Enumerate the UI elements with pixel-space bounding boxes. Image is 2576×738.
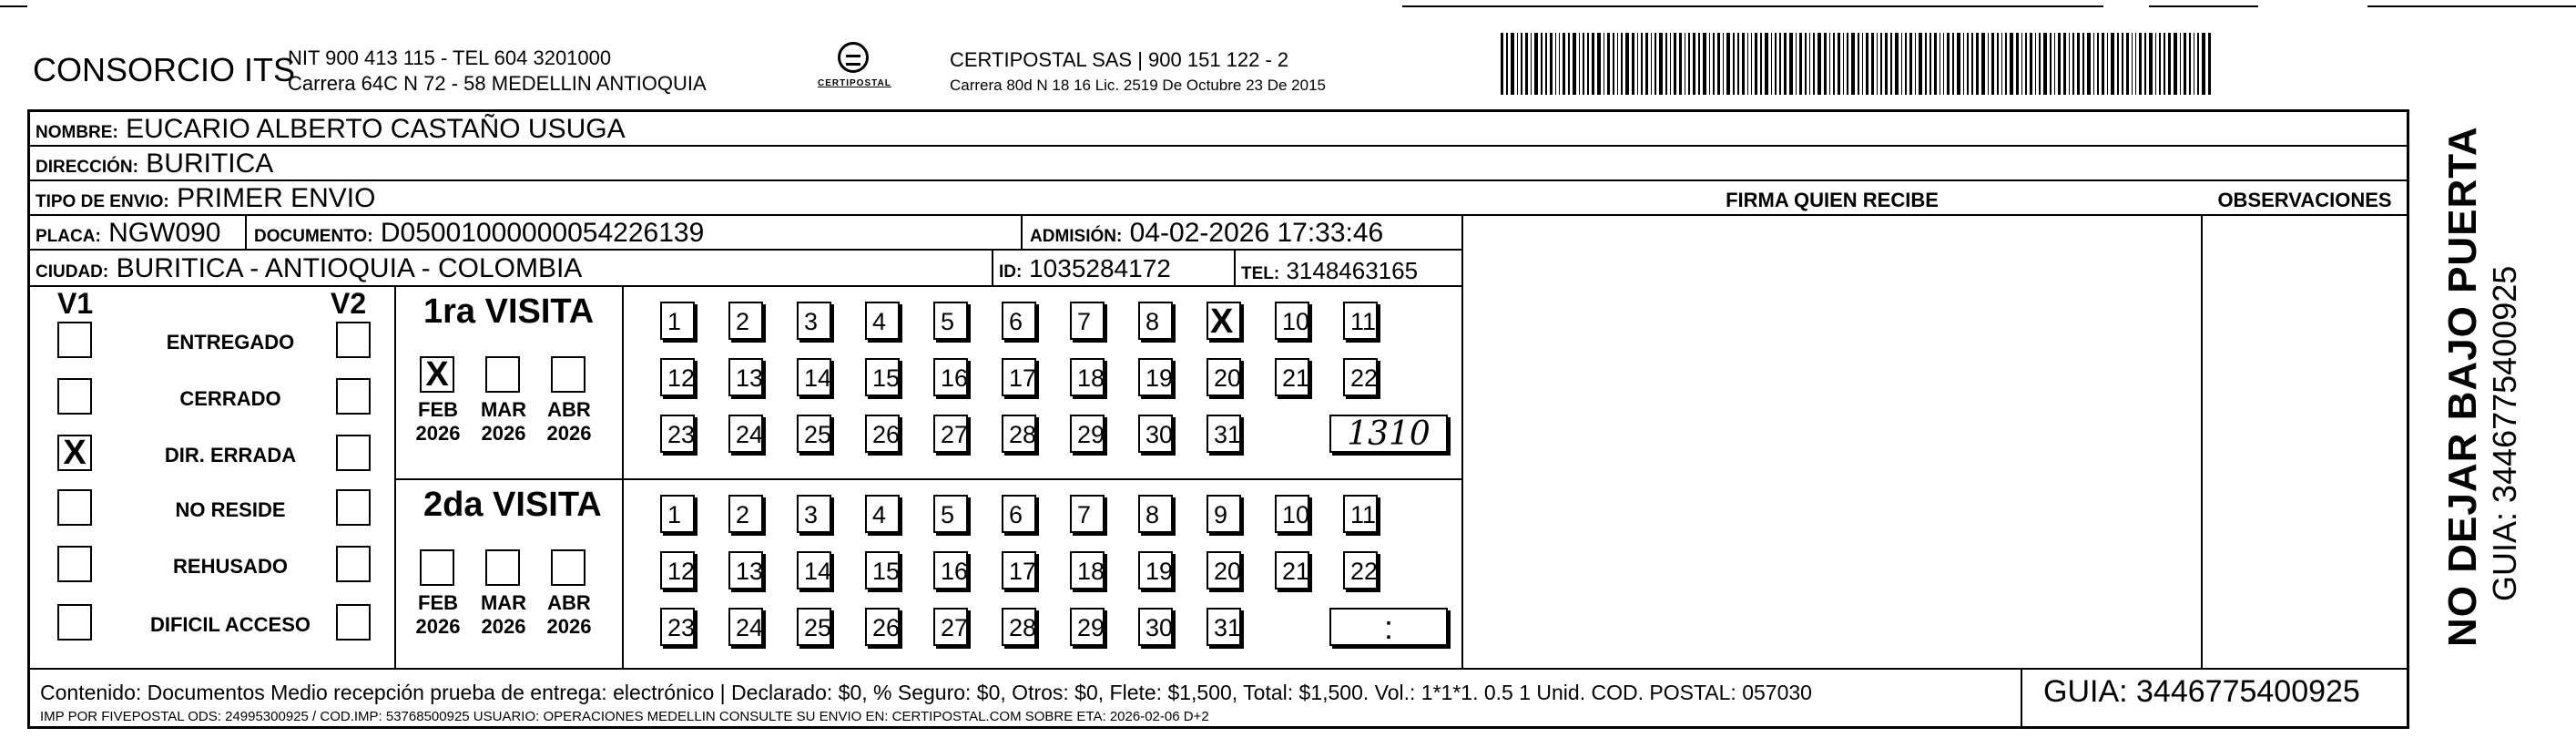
- admision-value: 04-02-2026 17:33:46: [1129, 218, 1384, 248]
- day-box[interactable]: 31: [1207, 415, 1241, 453]
- barcode-bar: [2039, 33, 2041, 95]
- barcode-bar: [1617, 33, 1618, 95]
- barcode-bar: [1698, 33, 1700, 95]
- barcode-bar: [2149, 33, 2153, 95]
- v1-heading: V1: [57, 287, 94, 320]
- status-v2-checkbox[interactable]: [336, 489, 371, 526]
- day-box[interactable]: 14: [797, 551, 831, 589]
- barcode-bar: [1851, 33, 1855, 95]
- barcode-bar: [1981, 33, 1985, 95]
- day-box[interactable]: 5: [933, 302, 968, 340]
- logo-icon: [838, 42, 869, 73]
- day-box[interactable]: 30: [1138, 608, 1173, 646]
- day-box[interactable]: 10: [1275, 302, 1309, 340]
- top-rule: [1402, 5, 2103, 7]
- admision-field: [1030, 220, 1383, 251]
- barcode-bar: [1880, 33, 1882, 95]
- barcode-bar: [1775, 33, 1777, 95]
- barcode-bar: [2139, 33, 2142, 95]
- day-box[interactable]: 9: [1207, 495, 1241, 533]
- id-label: ID:: [999, 262, 1023, 282]
- barcode-bar: [1693, 33, 1695, 95]
- day-box[interactable]: 20: [1207, 551, 1241, 589]
- barcode-bar: [1733, 33, 1735, 95]
- admision-label: ADMISIÓN:: [1030, 227, 1123, 246]
- day-box[interactable]: 30: [1138, 415, 1173, 453]
- barcode-bar: [1760, 33, 1762, 95]
- status-v2-checkbox[interactable]: [336, 546, 371, 582]
- barcode-bar: [1632, 33, 1634, 95]
- barcode-bar: [1877, 33, 1878, 95]
- barcode-bar: [1858, 33, 1859, 95]
- placa-label: PLACA:: [36, 227, 101, 246]
- barcode-bar: [1895, 33, 1899, 95]
- barcode-bar: [2174, 33, 2177, 95]
- barcode-bar: [2164, 33, 2165, 95]
- barcode-bar: [1971, 33, 1973, 95]
- day-box[interactable]: 26: [865, 608, 900, 646]
- barcode-bar: [2030, 33, 2032, 95]
- no-dejar-notice: NO DEJAR BAJO PUERTA: [2440, 126, 2485, 647]
- barcode-bar: [1655, 33, 1656, 95]
- barcode-bar: [2102, 33, 2104, 95]
- barcode-bar: [1717, 33, 1720, 95]
- barcode-bar: [1737, 33, 1739, 95]
- barcode-bar: [1641, 33, 1643, 95]
- barcode-bar: [1952, 33, 1954, 95]
- barcode-bar: [2050, 33, 2052, 95]
- barcode-bar: [2063, 33, 2066, 95]
- barcode-bar: [2197, 33, 2199, 95]
- barcode-bar: [1583, 33, 1584, 95]
- v2-heading: V2: [331, 287, 367, 320]
- barcode-bar: [1525, 33, 1528, 95]
- barcode-bar: [1559, 33, 1560, 95]
- barcode-bar: [2117, 33, 2119, 95]
- barcode-bar: [1813, 33, 1815, 95]
- barcode-bar: [1929, 33, 1931, 95]
- firma-heading: FIRMA QUIEN RECIBE: [1726, 189, 1939, 211]
- ciudad-field: [36, 255, 582, 286]
- barcode-bar: [2180, 33, 2181, 95]
- time-box[interactable]: :: [1329, 608, 1448, 646]
- day-box[interactable]: 5: [933, 495, 968, 533]
- status-v2-checkbox[interactable]: [336, 322, 371, 358]
- barcode-bar: [1847, 33, 1848, 95]
- status-label: CERRADO: [179, 387, 281, 410]
- barcode-bar: [1645, 33, 1648, 95]
- barcode-bar: [1511, 33, 1514, 95]
- barcode-bar: [1943, 33, 1944, 95]
- day-box[interactable]: 1: [660, 495, 695, 533]
- barcode-bar: [1789, 33, 1793, 95]
- day-box[interactable]: 14: [797, 358, 831, 396]
- day-box[interactable]: 23: [660, 608, 695, 646]
- barcode-bar: [1665, 33, 1667, 95]
- day-box[interactable]: 22: [1343, 551, 1378, 589]
- direccion-row: [36, 150, 273, 181]
- barcode-bar: [1597, 33, 1601, 95]
- status-v1-checkbox[interactable]: [57, 546, 92, 582]
- barcode-bar: [2035, 33, 2036, 95]
- day-box[interactable]: 19: [1138, 358, 1173, 396]
- day-box[interactable]: 3: [797, 302, 831, 340]
- id-value: 1035284172: [1029, 254, 1171, 282]
- tipo-value: PRIMER ENVIO: [177, 183, 376, 213]
- barcode-bar: [2097, 33, 2099, 95]
- logo-text: CERTIPOSTAL: [818, 78, 891, 88]
- barcode-bar: [1909, 33, 1912, 95]
- day-box[interactable]: 15: [865, 358, 900, 396]
- day-box[interactable]: 25: [797, 415, 831, 453]
- certipostal-logo: [818, 42, 891, 104]
- month-year: 2026: [481, 615, 526, 638]
- documento-label: DOCUMENTO:: [254, 227, 373, 246]
- barcode-bar: [1771, 33, 1772, 95]
- day-box[interactable]: 24: [728, 608, 763, 646]
- barcode-bar: [1905, 33, 1907, 95]
- barcode-bar: [2132, 33, 2133, 95]
- day-box[interactable]: X: [1207, 302, 1241, 340]
- month-year: 2026: [546, 422, 592, 445]
- barcode-bar: [2021, 33, 2022, 95]
- barcode-bar: [1726, 33, 1730, 95]
- nombre-value: EUCARIO ALBERTO CASTAÑO USUGA: [126, 114, 626, 144]
- month-name: ABR: [547, 591, 591, 614]
- day-box[interactable]: 7: [1070, 495, 1105, 533]
- barcode-bar: [1709, 33, 1710, 95]
- guia-number: GUIA: 3446775400925: [2043, 674, 2360, 709]
- documento-field: [254, 220, 704, 251]
- barcode-bar: [1550, 33, 1553, 95]
- month-name: FEB: [418, 398, 458, 421]
- barcode-bar: [2111, 33, 2114, 95]
- barcode-bar: [1988, 33, 1989, 95]
- barcode-bar: [2069, 33, 2070, 95]
- day-box[interactable]: 10: [1275, 495, 1309, 533]
- delivery-form: [27, 109, 2409, 729]
- day-box[interactable]: 19: [1138, 551, 1173, 589]
- top-rule: [2367, 5, 2576, 7]
- barcode-bar: [2155, 33, 2156, 95]
- barcode-bar: [1997, 33, 1999, 95]
- barcode-bar: [2005, 33, 2007, 95]
- documento-value: D05001000000054226139: [380, 218, 705, 248]
- barcode-bar: [2010, 33, 2013, 95]
- contenido-line: Contenido: Documentos Medio recepción prueba de entrega: electrónico | Declarado: $0, % Seguro: $0, Otros: $0, Flete: $1,500, Total: $1,500. Vol.: 1*1*1. 0.5 1 Unid. COD. POSTAL: 057030: [40, 681, 1812, 704]
- day-box[interactable]: 7: [1070, 302, 1105, 340]
- barcode-bar: [2135, 33, 2136, 95]
- side-notice: [2413, 109, 2576, 738]
- barcode: [1501, 33, 2220, 95]
- month-year: 2026: [481, 422, 526, 445]
- month-checkbox[interactable]: [485, 356, 520, 393]
- barcode-bar: [1613, 33, 1614, 95]
- barcode-bar: [1747, 33, 1748, 95]
- barcode-bar: [1829, 33, 1830, 95]
- nit-line: NIT 900 413 115 - TEL 604 3201000: [288, 46, 612, 69]
- barcode-bar: [1901, 33, 1902, 95]
- day-box[interactable]: 22: [1343, 358, 1378, 396]
- barcode-bar: [1545, 33, 1547, 95]
- barcode-bar: [2107, 33, 2108, 95]
- visit-title: 2da VISITA: [423, 486, 602, 524]
- barcode-bar: [1541, 33, 1543, 95]
- barcode-bar: [2126, 33, 2129, 95]
- status-label: NO RESIDE: [175, 498, 286, 521]
- barcode-bar: [1809, 33, 1810, 95]
- month-name: MAR: [480, 591, 527, 614]
- barcode-bar: [1568, 33, 1570, 95]
- barcode-bar: [1779, 33, 1781, 95]
- status-label: REHUSADO: [173, 555, 288, 578]
- day-box[interactable]: 16: [933, 551, 968, 589]
- day-box[interactable]: 8: [1138, 302, 1173, 340]
- status-v1-checkbox[interactable]: [57, 489, 92, 526]
- barcode-bar: [1925, 33, 1927, 95]
- certipostal-line1: CERTIPOSTAL SAS | 900 151 122 - 2: [950, 48, 1289, 71]
- nombre-label: NOMBRE:: [36, 123, 118, 142]
- barcode-bar: [1621, 33, 1623, 95]
- company-name: CONSORCIO ITS: [33, 51, 296, 88]
- day-box[interactable]: 20: [1207, 358, 1241, 396]
- day-box[interactable]: 17: [1002, 551, 1036, 589]
- barcode-bar: [1765, 33, 1768, 95]
- day-box[interactable]: 11: [1343, 495, 1378, 533]
- day-box[interactable]: 27: [933, 415, 968, 453]
- day-box[interactable]: 18: [1070, 358, 1105, 396]
- barcode-bar: [1573, 33, 1576, 95]
- barcode-bar: [1506, 33, 1508, 95]
- barcode-bar: [1871, 33, 1874, 95]
- placa-field: [36, 220, 221, 251]
- day-box[interactable]: 27: [933, 608, 968, 646]
- tipo-row: [36, 185, 375, 216]
- day-box[interactable]: 17: [1002, 358, 1036, 396]
- barcode-bar: [2016, 33, 2019, 95]
- barcode-bar: [2025, 33, 2027, 95]
- barcode-bar: [1919, 33, 1922, 95]
- status-v2-checkbox[interactable]: [336, 378, 371, 415]
- tipo-label: TIPO DE ENVIO:: [36, 192, 169, 211]
- barcode-bar: [1587, 33, 1589, 95]
- direccion-value: BURITICA: [146, 149, 274, 179]
- status-v1-checkbox[interactable]: [57, 604, 92, 641]
- top-rule: [0, 5, 27, 7]
- day-box[interactable]: 3: [797, 495, 831, 533]
- barcode-bar: [2168, 33, 2171, 95]
- barcode-bar: [2001, 33, 2002, 95]
- barcode-bar: [2122, 33, 2123, 95]
- barcode-bar: [2208, 33, 2211, 95]
- barcode-bar: [1890, 33, 1892, 95]
- day-box[interactable]: 13: [728, 551, 763, 589]
- day-box[interactable]: 18: [1070, 551, 1105, 589]
- barcode-bar: [2087, 33, 2091, 95]
- day-box[interactable]: 29: [1070, 608, 1105, 646]
- month-name: MAR: [480, 398, 527, 421]
- day-box[interactable]: 2: [728, 302, 763, 340]
- month-checkbox[interactable]: [420, 549, 454, 586]
- barcode-bar: [1885, 33, 1888, 95]
- barcode-bar: [2093, 33, 2094, 95]
- barcode-bar: [1674, 33, 1676, 95]
- day-box[interactable]: 12: [660, 551, 695, 589]
- barcode-bar: [1501, 33, 1503, 95]
- tel-value: 3148463165: [1286, 257, 1419, 284]
- barcode-bar: [1723, 33, 1724, 95]
- day-box[interactable]: 28: [1002, 608, 1036, 646]
- observaciones-heading: OBSERVACIONES: [2217, 189, 2392, 211]
- barcode-bar: [1563, 33, 1565, 95]
- day-box[interactable]: 2: [728, 495, 763, 533]
- status-label: DIFICIL ACCESO: [149, 613, 311, 636]
- certipostal-line2: Carrera 80d N 18 16 Lic. 2519 De Octubre 23 De 2015: [950, 77, 1326, 94]
- barcode-bar: [1833, 33, 1835, 95]
- barcode-bar: [1976, 33, 1979, 95]
- status-v1-checkbox[interactable]: X: [57, 435, 92, 471]
- day-box[interactable]: 21: [1275, 551, 1309, 589]
- day-box[interactable]: 13: [728, 358, 763, 396]
- day-box[interactable]: 8: [1138, 495, 1173, 533]
- day-box[interactable]: 6: [1002, 302, 1036, 340]
- day-box[interactable]: 31: [1207, 608, 1241, 646]
- barcode-bar: [1934, 33, 1937, 95]
- barcode-bar: [1991, 33, 1994, 95]
- barcode-bar: [2159, 33, 2161, 95]
- month-year: 2026: [415, 422, 461, 445]
- day-box[interactable]: 12: [660, 358, 695, 396]
- day-box[interactable]: 24: [728, 415, 763, 453]
- barcode-bar: [1796, 33, 1797, 95]
- status-label: ENTREGADO: [166, 331, 295, 354]
- day-box[interactable]: 28: [1002, 415, 1036, 453]
- status-v2-checkbox[interactable]: [336, 435, 371, 471]
- ciudad-value: BURITICA - ANTIOQUIA - COLOMBIA: [116, 253, 583, 283]
- barcode-bar: [1625, 33, 1629, 95]
- barcode-bar: [2077, 33, 2080, 95]
- barcode-bar: [1679, 33, 1682, 95]
- month-checkbox[interactable]: [485, 549, 520, 586]
- day-box[interactable]: 23: [660, 415, 695, 453]
- day-box[interactable]: 4: [865, 495, 900, 533]
- day-box[interactable]: 29: [1070, 415, 1105, 453]
- month-name: FEB: [418, 591, 458, 614]
- day-box[interactable]: 26: [865, 415, 900, 453]
- day-box[interactable]: 15: [865, 551, 900, 589]
- barcode-bar: [1521, 33, 1522, 95]
- barcode-bar: [1607, 33, 1610, 95]
- barcode-bar: [1784, 33, 1787, 95]
- ciudad-label: CIUDAD:: [36, 262, 109, 282]
- address-line: Carrera 64C N 72 - 58 MEDELLIN ANTIOQUIA: [288, 72, 707, 95]
- barcode-bar: [1534, 33, 1538, 95]
- barcode-bar: [1651, 33, 1652, 95]
- day-box[interactable]: 4: [865, 302, 900, 340]
- barcode-bar: [1805, 33, 1807, 95]
- company-info: [288, 46, 707, 97]
- barcode-bar: [1517, 33, 1518, 95]
- status-v1-checkbox[interactable]: [57, 378, 92, 415]
- barcode-bar: [1799, 33, 1802, 95]
- imp-line: IMP POR FIVEPOSTAL ODS: 24995300925 / COD.IMP: 53768500925 USUARIO: OPERACIONES MEDELLIN CONSULTE SU ENVIO EN: CERTIPOSTAL.COM SOBRE ETA: 2026-02-06 D+2: [40, 709, 1209, 724]
- barcode-bar: [1637, 33, 1638, 95]
- barcode-bar: [1817, 33, 1821, 95]
- top-rule: [2149, 5, 2258, 7]
- barcode-bar: [1838, 33, 1840, 95]
- barcode-bar: [1915, 33, 1916, 95]
- day-box[interactable]: 16: [933, 358, 968, 396]
- barcode-bar: [1703, 33, 1706, 95]
- tel-label: TEL:: [1241, 264, 1280, 283]
- barcode-bar: [1957, 33, 1960, 95]
- barcode-bar: [2202, 33, 2205, 95]
- id-field: [999, 255, 1171, 286]
- month-checkbox[interactable]: [551, 356, 585, 393]
- barcode-bar: [1579, 33, 1580, 95]
- barcode-bar: [1862, 33, 1863, 95]
- barcode-bar: [1670, 33, 1671, 95]
- barcode-bar: [1555, 33, 1556, 95]
- barcode-bar: [1688, 33, 1690, 95]
- month-name: ABR: [547, 398, 591, 421]
- barcode-bar: [2043, 33, 2047, 95]
- barcode-bar: [2072, 33, 2074, 95]
- day-box[interactable]: 11: [1343, 302, 1378, 340]
- barcode-bar: [1592, 33, 1594, 95]
- time-box[interactable]: 1310: [1329, 415, 1448, 453]
- barcode-bar: [2184, 33, 2186, 95]
- certipostal-info: [950, 47, 1326, 98]
- barcode-bar: [1531, 33, 1532, 95]
- placa-value: NGW090: [108, 218, 221, 248]
- barcode-bar: [1824, 33, 1827, 95]
- barcode-bar: [1713, 33, 1715, 95]
- barcode-bar: [1751, 33, 1752, 95]
- month-year: 2026: [546, 615, 592, 638]
- month-checkbox[interactable]: X: [420, 356, 454, 393]
- barcode-bar: [1843, 33, 1844, 95]
- barcode-bar: [1947, 33, 1950, 95]
- day-box[interactable]: 25: [797, 608, 831, 646]
- side-guia: GUIA: 3446775400925: [2486, 265, 2523, 601]
- barcode-bar: [2144, 33, 2146, 95]
- barcode-bar: [2082, 33, 2084, 95]
- tel-field: [1241, 257, 1418, 288]
- barcode-bar: [2058, 33, 2061, 95]
- month-checkbox[interactable]: [551, 549, 585, 586]
- barcode-bar: [1963, 33, 1964, 95]
- barcode-bar: [1866, 33, 1868, 95]
- month-year: 2026: [415, 615, 461, 638]
- day-box[interactable]: 21: [1275, 358, 1309, 396]
- barcode-bar: [1755, 33, 1757, 95]
- status-v2-checkbox[interactable]: [336, 604, 371, 641]
- barcode-bar: [2189, 33, 2191, 95]
- day-box[interactable]: 6: [1002, 495, 1036, 533]
- direccion-label: DIRECCIÓN:: [36, 158, 138, 177]
- visit-title: 1ra VISITA: [423, 292, 595, 331]
- barcode-bar: [1659, 33, 1663, 95]
- barcode-bar: [1742, 33, 1745, 95]
- barcode-bar: [1967, 33, 1969, 95]
- day-box[interactable]: 1: [660, 302, 695, 340]
- barcode-bar: [2054, 33, 2055, 95]
- status-label: DIR. ERRADA: [164, 444, 297, 466]
- nombre-row: [36, 116, 626, 147]
- status-v1-checkbox[interactable]: [57, 322, 92, 358]
